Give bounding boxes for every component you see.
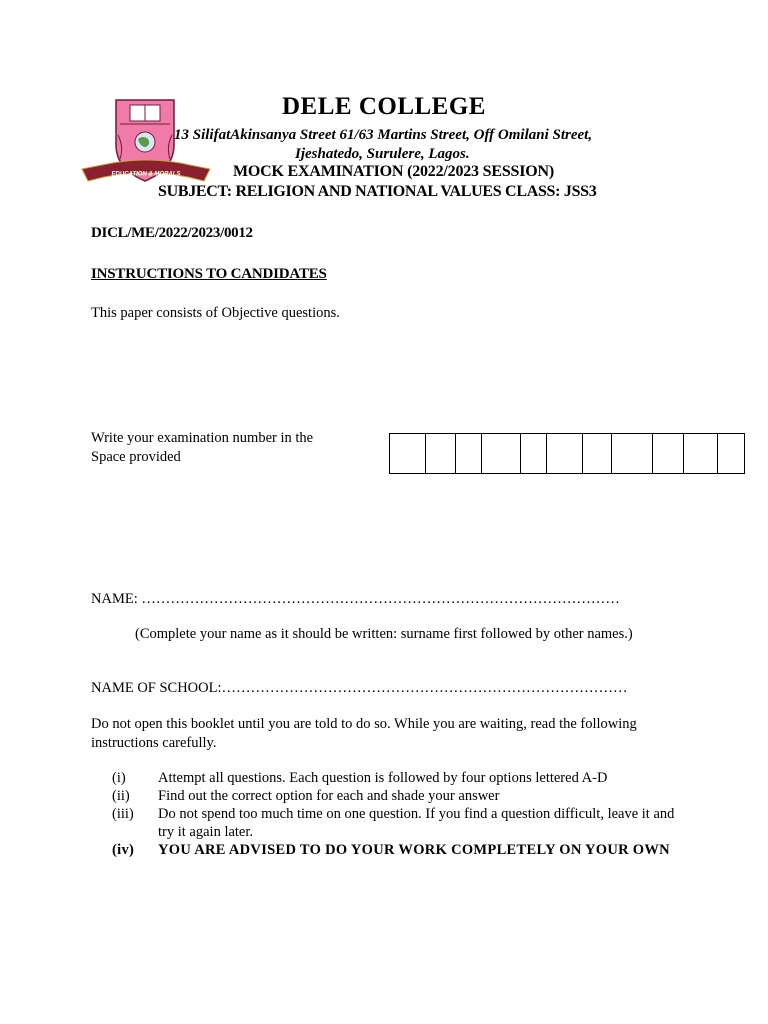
- exam-number-box[interactable]: [684, 434, 718, 473]
- exam-number-box[interactable]: [521, 434, 547, 473]
- instruction-text: YOU ARE ADVISED TO DO YOUR WORK COMPLETELY ON YOUR OWN: [158, 842, 670, 858]
- instruction-text: Find out the correct option for each and shade your answer: [158, 788, 500, 804]
- exam-number-box[interactable]: [482, 434, 521, 473]
- instruction-item: [112, 769, 692, 787]
- name-format-note: (Complete your name as it should be written: surname first followed by other names.): [135, 626, 633, 642]
- exam-number-box[interactable]: [547, 434, 583, 473]
- exam-number-box[interactable]: [456, 434, 482, 473]
- exam-number-label: Write your examination number in the Space provided: [91, 430, 314, 465]
- candidate-name-field[interactable]: NAME: ………………………………………………………………………………………: [91, 591, 620, 607]
- instruction-number: (iii): [112, 806, 134, 822]
- instruction-item: [112, 841, 692, 859]
- instruction-item: [112, 787, 692, 805]
- school-name: DELE COLLEGE: [282, 93, 486, 120]
- reference-number: DICL/ME/2022/2023/0012: [91, 225, 253, 241]
- instructions-heading: INSTRUCTIONS TO CANDIDATES: [91, 266, 327, 282]
- school-address-line-2: Ijeshatedo, Surulere, Lagos.: [295, 146, 470, 162]
- school-address-line-1: 13 SilifatAkinsanya Street 61/63 Martins Street, Off Omilani Street,: [174, 127, 593, 143]
- exam-number-box[interactable]: [718, 434, 744, 473]
- crest-motto: EDUCATION & MORALS: [111, 171, 181, 178]
- exam-number-box[interactable]: [583, 434, 612, 473]
- paper-description: This paper consists of Objective questions.: [91, 305, 340, 321]
- exam-number-box[interactable]: [390, 434, 426, 473]
- exam-number-boxes[interactable]: [389, 433, 745, 474]
- instruction-number: (iv): [112, 842, 135, 858]
- instruction-text: Attempt all questions. Each question is followed by four options lettered A-D: [158, 770, 608, 786]
- subject-class-line: SUBJECT: RELIGION AND NATIONAL VALUES CLASS: JSS3: [158, 183, 597, 200]
- instruction-item: [112, 805, 692, 841]
- exam-title: MOCK EXAMINATION (2022/2023 SESSION): [233, 163, 554, 180]
- instruction-number: (i): [112, 770, 126, 786]
- instruction-number: (ii): [112, 788, 130, 804]
- instruction-text: Do not spend too much time on one question. If you find a question difficult, leave it and try it again later.: [158, 806, 675, 840]
- exam-number-box[interactable]: [426, 434, 456, 473]
- school-name-field[interactable]: NAME OF SCHOOL:…………………………………………………………………………: [91, 680, 628, 696]
- instructions-list: [112, 769, 692, 859]
- exam-number-box[interactable]: [612, 434, 653, 473]
- exam-number-box[interactable]: [653, 434, 684, 473]
- wait-instruction: Do not open this booklet until you are told to do so. While you are waiting, read the following instructions carefully.: [91, 716, 637, 751]
